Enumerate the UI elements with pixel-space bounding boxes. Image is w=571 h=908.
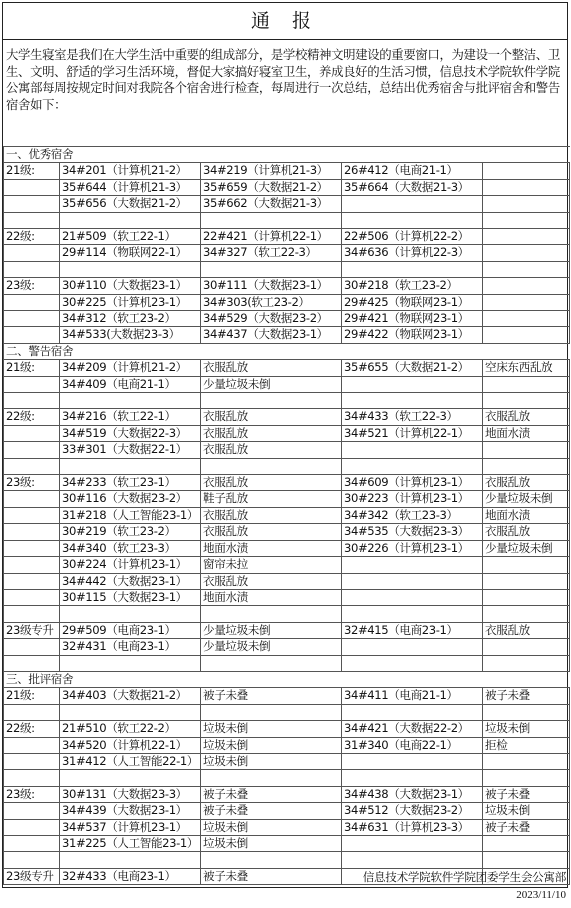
table-cell xyxy=(483,704,570,720)
table-cell: 29#421（物联网23-1） xyxy=(342,311,483,327)
grade-label: 21级: xyxy=(4,163,60,179)
grade-label xyxy=(4,540,60,556)
table-cell xyxy=(201,212,342,228)
table-cell xyxy=(483,671,570,687)
table-row xyxy=(4,261,570,277)
table-cell: 少量垃圾未倒 xyxy=(201,622,342,638)
table-cell: 34#519（大数据22-3） xyxy=(60,425,201,441)
table-cell xyxy=(483,557,570,573)
table-cell: 衣服乱放 xyxy=(201,524,342,540)
table-row xyxy=(4,606,570,622)
table-cell: 垃圾未倒 xyxy=(201,737,342,753)
table-cell: 30#116（大数据23-2） xyxy=(60,491,201,507)
table-cell xyxy=(483,327,570,343)
grade-label xyxy=(4,606,60,622)
table-cell xyxy=(483,639,570,655)
grade-label: 23级: xyxy=(4,786,60,802)
table-cell: 衣服乱放 xyxy=(201,475,342,491)
table-cell: 衣服乱放 xyxy=(201,507,342,523)
table-cell: 30#223（计算机23-1） xyxy=(342,491,483,507)
table-cell: 31#225（人工智能23-1） xyxy=(60,835,201,851)
table-cell: 26#412（电商21-1） xyxy=(342,163,483,179)
grade-label xyxy=(4,212,60,228)
footer-date: 2023/11/10 xyxy=(516,889,566,901)
table-row xyxy=(4,507,570,523)
table-cell: 34#327（软工22-3） xyxy=(201,245,342,261)
table-cell: 地面水渍 xyxy=(201,540,342,556)
table-cell xyxy=(201,770,342,786)
table-cell: 35#664（大数据21-3） xyxy=(342,179,483,195)
table-cell xyxy=(483,261,570,277)
grade-label xyxy=(4,852,60,868)
table-cell xyxy=(342,655,483,671)
table-cell: 34#535（大数据23-3） xyxy=(342,524,483,540)
table-row xyxy=(4,179,570,195)
table-cell xyxy=(483,589,570,605)
grade-label xyxy=(4,770,60,786)
grade-label xyxy=(4,753,60,769)
table-cell: 34#233（软工23-1） xyxy=(60,475,201,491)
grade-label xyxy=(4,294,60,310)
grade-label: 22级: xyxy=(4,229,60,245)
table-cell: 垃圾未倒 xyxy=(201,721,342,737)
table-cell: 被子未叠 xyxy=(201,786,342,802)
table-cell: 34#631（计算机23-3） xyxy=(342,819,483,835)
section-heading: 二、警告宿舍 xyxy=(4,343,60,359)
table-cell: 被子未叠 xyxy=(483,819,570,835)
footer-org: 信息技术学院软件学院团委学生会公寓部 xyxy=(362,870,566,884)
footer xyxy=(3,870,569,885)
grade-label xyxy=(4,589,60,605)
table-cell: 22#421（计算机22-1） xyxy=(201,229,342,245)
table-cell: 34#636（计算机22-3） xyxy=(342,245,483,261)
table-cell xyxy=(60,343,201,359)
table-cell xyxy=(483,278,570,294)
table-row xyxy=(4,409,570,425)
table-row xyxy=(4,622,570,638)
table-cell xyxy=(342,442,483,458)
table-cell: 被子未叠 xyxy=(201,803,342,819)
dorm-table xyxy=(3,146,570,885)
table-cell: 被子未叠 xyxy=(201,688,342,704)
table-cell: 29#425（物联网23-1） xyxy=(342,294,483,310)
table-cell: 30#111（大数据23-1） xyxy=(201,278,342,294)
table-cell xyxy=(483,196,570,212)
table-cell xyxy=(60,261,201,277)
table-cell: 29#422（物联网23-1） xyxy=(342,327,483,343)
table-cell xyxy=(483,458,570,474)
table-row xyxy=(4,721,570,737)
table-cell: 垃圾未倒 xyxy=(201,753,342,769)
table-row xyxy=(4,458,570,474)
grade-label xyxy=(4,425,60,441)
table-cell: 34#529（大数据23-2） xyxy=(201,311,342,327)
table-cell: 35#644（计算机21-3） xyxy=(60,179,201,195)
table-cell: 垃圾未倒 xyxy=(201,835,342,851)
table-cell xyxy=(483,393,570,409)
table-row xyxy=(4,557,570,573)
table-row xyxy=(4,803,570,819)
table-cell xyxy=(201,671,342,687)
table-cell xyxy=(483,770,570,786)
table-cell xyxy=(201,343,342,359)
table-cell xyxy=(483,835,570,851)
table-cell: 32#415（电商23-1） xyxy=(342,622,483,638)
table-row xyxy=(4,294,570,310)
table-cell: 被子未叠 xyxy=(483,786,570,802)
table-row xyxy=(4,360,570,376)
table-cell: 31#218（人工智能23-1） xyxy=(60,507,201,523)
table-cell: 被子未叠 xyxy=(483,688,570,704)
table-cell: 少量垃圾未倒 xyxy=(201,639,342,655)
table-row xyxy=(4,376,570,392)
table-cell: 衣服乱放 xyxy=(201,409,342,425)
table-cell xyxy=(60,147,201,163)
grade-label xyxy=(4,737,60,753)
table-cell: 31#412（人工智能22-1） xyxy=(60,753,201,769)
grade-label xyxy=(4,639,60,655)
table-row xyxy=(4,671,570,687)
table-cell xyxy=(60,212,201,228)
table-row xyxy=(4,327,570,343)
table-row xyxy=(4,737,570,753)
table-cell: 30#224（计算机23-1） xyxy=(60,557,201,573)
table-cell xyxy=(60,852,201,868)
table-row xyxy=(4,589,570,605)
grade-label xyxy=(4,327,60,343)
table-cell: 29#114（物联网22-1） xyxy=(60,245,201,261)
table-row xyxy=(4,491,570,507)
table-cell: 34#421（大数据22-2） xyxy=(342,721,483,737)
table-row xyxy=(4,524,570,540)
grade-label xyxy=(4,655,60,671)
table-cell: 衣服乱放 xyxy=(483,622,570,638)
table-row xyxy=(4,442,570,458)
table-cell: 34#340（软工23-3） xyxy=(60,540,201,556)
grade-label: 22级: xyxy=(4,721,60,737)
table-cell xyxy=(60,770,201,786)
table-row xyxy=(4,688,570,704)
table-cell: 衣服乱放 xyxy=(201,442,342,458)
table-cell: 34#609（计算机23-1） xyxy=(342,475,483,491)
table-cell: 35#659（大数据21-2） xyxy=(201,179,342,195)
table-cell xyxy=(342,753,483,769)
grade-label xyxy=(4,803,60,819)
grade-label xyxy=(4,245,60,261)
table-cell: 34#437（大数据23-1） xyxy=(201,327,342,343)
notice-title: 通 报 xyxy=(3,3,567,40)
table-cell: 地面水渍 xyxy=(483,507,570,523)
table-cell: 衣服乱放 xyxy=(201,573,342,589)
table-cell: 34#303(软工23-2） xyxy=(201,294,342,310)
table-cell: 30#218（软工23-2） xyxy=(342,278,483,294)
table-cell: 34#520（计算机22-1） xyxy=(60,737,201,753)
table-cell xyxy=(342,147,483,163)
table-cell: 35#656（大数据21-2） xyxy=(60,196,201,212)
table-cell xyxy=(483,753,570,769)
table-cell: 30#226（计算机23-1） xyxy=(342,540,483,556)
table-row xyxy=(4,343,570,359)
table-cell xyxy=(60,704,201,720)
notice-intro: 大学生寝室是我们在大学生活中重要的组成部分，是学校精神文明建设的重要窗口，为建设一个整洁、卫生、文明、舒适的学习生活环境，督促大家搞好寝室卫生，养成良好的生活习惯，信息技术学院软件学院公寓部每周按规定时间对我院各个宿舍进行检查，每周进行一次总结，总结出优秀宿舍与批评宿舍和警告宿舍如下： xyxy=(6,47,560,112)
table-cell: 鞋子乱放 xyxy=(201,491,342,507)
grade-label xyxy=(4,524,60,540)
table-cell: 垃圾未倒 xyxy=(483,803,570,819)
table-cell: 衣服乱放 xyxy=(483,409,570,425)
table-cell xyxy=(342,589,483,605)
table-cell: 拒检 xyxy=(483,737,570,753)
table-row xyxy=(4,655,570,671)
table-cell: 少量垃圾未倒 xyxy=(483,540,570,556)
table-row xyxy=(4,835,570,851)
table-cell: 34#442（大数据23-1） xyxy=(60,573,201,589)
table-cell xyxy=(342,835,483,851)
grade-label xyxy=(4,491,60,507)
table-cell: 32#433（电商23-1） xyxy=(60,868,201,884)
table-cell: 空床东西乱放 xyxy=(483,360,570,376)
table-cell: 被子未叠 xyxy=(201,868,342,884)
section-heading: 一、优秀宿舍 xyxy=(4,147,60,163)
grade-label xyxy=(4,835,60,851)
table-cell: 34#512（大数据23-2） xyxy=(342,803,483,819)
table-cell: 32#431（电商23-1） xyxy=(60,639,201,655)
table-cell xyxy=(60,606,201,622)
table-cell: 34#433（软工22-3） xyxy=(342,409,483,425)
table-cell: 33#301（大数据22-1） xyxy=(60,442,201,458)
table-row xyxy=(4,311,570,327)
table-row xyxy=(4,770,570,786)
table-cell xyxy=(483,179,570,195)
table-cell xyxy=(483,212,570,228)
table-cell xyxy=(483,606,570,622)
table-cell: 21#510（软工22-2） xyxy=(60,721,201,737)
table-cell: 34#439（大数据23-1） xyxy=(60,803,201,819)
table-cell: 35#662（大数据21-3） xyxy=(201,196,342,212)
grade-label xyxy=(4,196,60,212)
table-cell: 34#537（计算机23-1） xyxy=(60,819,201,835)
table-cell: 22#506（计算机22-2） xyxy=(342,229,483,245)
table-cell xyxy=(342,458,483,474)
table-cell xyxy=(483,852,570,868)
table-cell xyxy=(342,852,483,868)
table-cell xyxy=(342,212,483,228)
grade-label xyxy=(4,393,60,409)
grade-label xyxy=(4,442,60,458)
table-cell: 30#219（软工23-2） xyxy=(60,524,201,540)
table-cell: 34#209（计算机21-2） xyxy=(60,360,201,376)
table-cell xyxy=(483,229,570,245)
table-cell: 垃圾未倒 xyxy=(483,721,570,737)
table-cell xyxy=(483,343,570,359)
table-cell xyxy=(342,393,483,409)
table-cell xyxy=(342,557,483,573)
table-cell: 34#411（电商21-1） xyxy=(342,688,483,704)
grade-label xyxy=(4,376,60,392)
table-cell xyxy=(201,458,342,474)
grade-label: 22级: xyxy=(4,409,60,425)
table-cell: 少量垃圾未倒 xyxy=(483,491,570,507)
table-cell xyxy=(342,606,483,622)
table-row xyxy=(4,245,570,261)
table-cell xyxy=(60,458,201,474)
table-cell xyxy=(483,442,570,458)
table-cell xyxy=(483,573,570,589)
notice-sheet xyxy=(2,2,568,888)
table-cell: 34#438（大数据23-1） xyxy=(342,786,483,802)
grade-label: 23级: xyxy=(4,475,60,491)
table-cell xyxy=(60,393,201,409)
table-cell xyxy=(342,343,483,359)
table-row xyxy=(4,753,570,769)
table-cell: 30#115（大数据23-1） xyxy=(60,589,201,605)
table-cell: 30#225（计算机23-1） xyxy=(60,294,201,310)
table-row xyxy=(4,163,570,179)
table-cell: 34#533(大数据23-3） xyxy=(60,327,201,343)
table-row xyxy=(4,573,570,589)
table-row xyxy=(4,540,570,556)
table-cell: 31#340（电商22-1） xyxy=(342,737,483,753)
table-row xyxy=(4,425,570,441)
grade-label: 21级: xyxy=(4,360,60,376)
table-cell xyxy=(483,376,570,392)
table-cell: 35#655（大数据21-2） xyxy=(342,360,483,376)
table-cell xyxy=(483,147,570,163)
table-cell xyxy=(342,573,483,589)
table-cell xyxy=(201,147,342,163)
grade-label xyxy=(4,507,60,523)
table-cell: 衣服乱放 xyxy=(483,524,570,540)
grade-label xyxy=(4,557,60,573)
table-cell xyxy=(483,655,570,671)
table-cell xyxy=(483,245,570,261)
table-row xyxy=(4,229,570,245)
table-cell xyxy=(201,261,342,277)
table-cell: 34#409（电商21-1） xyxy=(60,376,201,392)
table-cell: 34#201（计算机21-2） xyxy=(60,163,201,179)
table-cell: 34#216（软工22-1） xyxy=(60,409,201,425)
table-cell: 地面水渍 xyxy=(201,589,342,605)
table-cell: 30#131（大数据23-3） xyxy=(60,786,201,802)
table-cell xyxy=(342,196,483,212)
grade-label: 23级专升 xyxy=(4,622,60,638)
table-row xyxy=(4,704,570,720)
grade-label: 23级专升 xyxy=(4,868,60,884)
section-heading: 三、批评宿舍 xyxy=(4,671,60,687)
table-cell: 21#509（软工22-1） xyxy=(60,229,201,245)
grade-label xyxy=(4,573,60,589)
table-cell xyxy=(201,852,342,868)
table-row xyxy=(4,639,570,655)
table-cell xyxy=(483,294,570,310)
table-cell xyxy=(342,704,483,720)
table-cell xyxy=(60,655,201,671)
table-cell: 34#219（计算机21-3） xyxy=(201,163,342,179)
table-cell xyxy=(201,704,342,720)
table-cell: 34#403（大数据21-2） xyxy=(60,688,201,704)
table-cell xyxy=(60,671,201,687)
table-cell: 34#312（软工23-2） xyxy=(60,311,201,327)
grade-label: 23级: xyxy=(4,278,60,294)
table-cell xyxy=(342,671,483,687)
table-cell: 地面水渍 xyxy=(483,425,570,441)
table-cell: 垃圾未倒 xyxy=(201,819,342,835)
table-cell: 34#521（计算机22-1） xyxy=(342,425,483,441)
table-row xyxy=(4,393,570,409)
table-row xyxy=(4,212,570,228)
table-row xyxy=(4,278,570,294)
grade-label: 21级: xyxy=(4,688,60,704)
table-cell xyxy=(201,393,342,409)
table-cell: 衣服乱放 xyxy=(201,360,342,376)
table-cell xyxy=(201,606,342,622)
grade-label xyxy=(4,311,60,327)
table-cell xyxy=(342,261,483,277)
table-cell: 衣服乱放 xyxy=(201,425,342,441)
grade-label xyxy=(4,704,60,720)
table-cell: 衣服乱放 xyxy=(483,475,570,491)
table-row xyxy=(4,147,570,163)
table-row xyxy=(4,475,570,491)
table-cell: 30#110（大数据23-1） xyxy=(60,278,201,294)
grade-label xyxy=(4,261,60,277)
grade-label xyxy=(4,179,60,195)
grade-label xyxy=(4,458,60,474)
table-cell xyxy=(201,655,342,671)
table-row xyxy=(4,196,570,212)
table-cell xyxy=(342,770,483,786)
table-cell: 29#509（电商23-1） xyxy=(60,622,201,638)
table-cell: 窗帘未拉 xyxy=(201,557,342,573)
table-cell: 34#342（软工23-3） xyxy=(342,507,483,523)
table-cell xyxy=(342,639,483,655)
table-row xyxy=(4,786,570,802)
table-row xyxy=(4,819,570,835)
table-cell: 少量垃圾未倒 xyxy=(201,376,342,392)
table-cell xyxy=(483,163,570,179)
grade-label xyxy=(4,819,60,835)
table-cell xyxy=(483,311,570,327)
table-cell xyxy=(342,376,483,392)
table-row xyxy=(4,852,570,868)
